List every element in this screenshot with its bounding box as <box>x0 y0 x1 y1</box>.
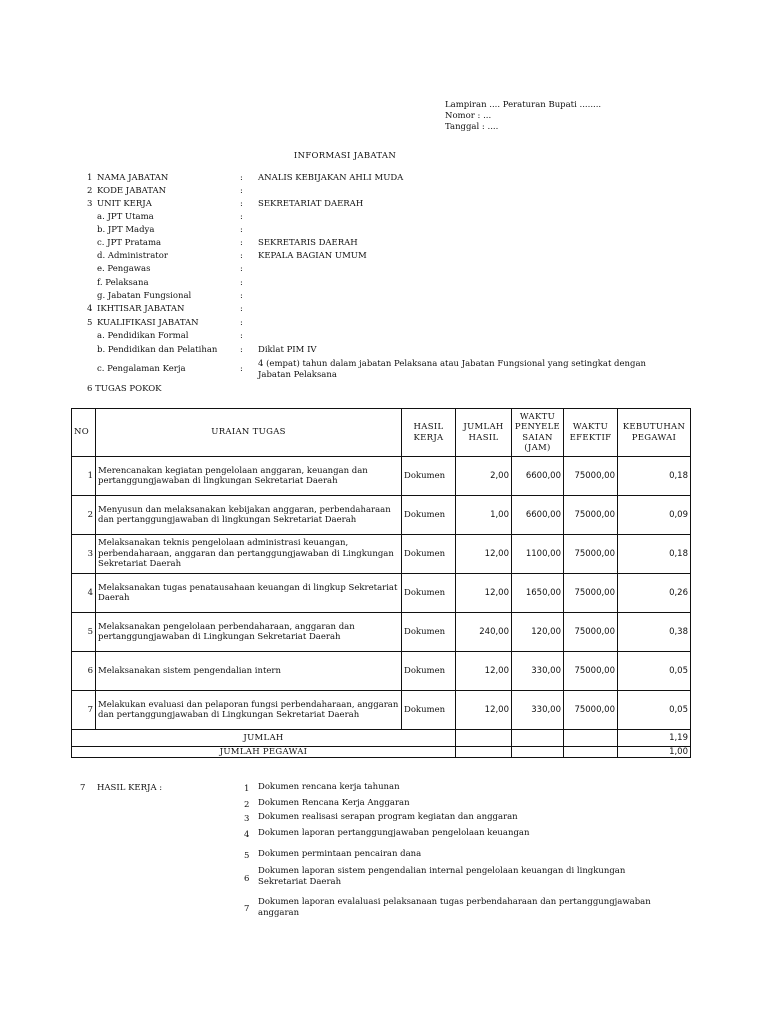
row-jumlah: 12,00 <box>456 535 512 574</box>
field-colon: : <box>240 318 243 328</box>
lampiran-line: Lampiran .... Peraturan Bupati ........ <box>445 100 602 110</box>
list-item: Dokumen Rencana Kerja Anggaran <box>258 798 410 808</box>
field-colon: : <box>240 212 243 222</box>
field-colon: : <box>240 173 243 183</box>
hasil-kerja-label: HASIL KERJA : <box>97 783 163 793</box>
header-kebutuhan-pegawai: KEBUTUHAN PEGAWAI <box>618 409 691 457</box>
field-label: c. Pengalaman Kerja <box>97 364 186 374</box>
tugas-table <box>71 408 691 758</box>
field-value: SEKRETARIS DAERAH <box>258 238 358 248</box>
list-item-no: 2 <box>244 800 250 810</box>
empty-cell <box>456 730 512 747</box>
table-row <box>72 496 691 535</box>
row-no: 3 <box>72 535 96 574</box>
row-no: 2 <box>72 496 96 535</box>
row-hasil: Dokumen <box>402 535 456 574</box>
jumlah-pegawai-label: JUMLAH PEGAWAI <box>72 747 456 758</box>
row-efektif: 75000,00 <box>564 613 618 652</box>
row-kebutuhan: 0,26 <box>618 574 691 613</box>
field-colon: : <box>240 186 243 196</box>
field-label: NAMA JABATAN <box>97 173 169 183</box>
field-colon: : <box>240 278 243 288</box>
hasil-kerja-no: 7 <box>80 783 86 793</box>
row-efektif: 75000,00 <box>564 574 618 613</box>
header-hasil-kerja: HASIL KERJA <box>402 409 456 457</box>
empty-cell <box>456 747 512 758</box>
row-uraian: Melakukan evaluasi dan pelaporan fungsi perbendaharaan, anggaran dan pertanggungjawaban di Lingkungan Sekretariat Daerah <box>96 691 402 730</box>
field-no: 2 <box>87 186 93 196</box>
row-jumlah: 12,00 <box>456 652 512 691</box>
field-value: 4 (empat) tahun dalam jabatan Pelaksana atau Jabatan Fungsional yang setingkat dengan <box>258 359 646 369</box>
row-jumlah: 12,00 <box>456 691 512 730</box>
jumlah-row <box>72 730 691 747</box>
row-hasil: Dokumen <box>402 457 456 496</box>
row-uraian: Melaksanakan tugas penatausahaan keuangan di lingkup Sekretariat Daerah <box>96 574 402 613</box>
header-uraian: URAIAN TUGAS <box>96 409 402 457</box>
field-no: 3 <box>87 199 93 209</box>
empty-cell <box>512 730 564 747</box>
row-hasil: Dokumen <box>402 652 456 691</box>
table-header-row <box>72 409 691 457</box>
list-item-no: 6 <box>244 874 250 884</box>
field-value: SEKRETARIAT DAERAH <box>258 199 364 209</box>
field-colon: : <box>240 364 243 374</box>
header-waktu-penyelesaian: WAKTU PENYELE SAIAN (JAM) <box>512 409 564 457</box>
field-no: 1 <box>87 173 93 183</box>
row-no: 4 <box>72 574 96 613</box>
row-kebutuhan: 0,38 <box>618 613 691 652</box>
row-no: 1 <box>72 457 96 496</box>
header-waktu-efektif: WAKTU EFEKTIF <box>564 409 618 457</box>
field-colon: : <box>240 199 243 209</box>
row-no: 5 <box>72 613 96 652</box>
row-hasil: Dokumen <box>402 613 456 652</box>
table-row <box>72 613 691 652</box>
row-waktu: 6600,00 <box>512 457 564 496</box>
field-label: KODE JABATAN <box>97 186 167 196</box>
row-waktu: 1100,00 <box>512 535 564 574</box>
table-row <box>72 652 691 691</box>
list-item: Dokumen rencana kerja tahunan <box>258 782 400 792</box>
row-jumlah: 2,00 <box>456 457 512 496</box>
field-label: d. Administrator <box>97 251 168 261</box>
row-kebutuhan: 0,05 <box>618 652 691 691</box>
field-colon: : <box>240 291 243 301</box>
list-item: Dokumen laporan evalaluasi pelaksanaan tugas perbendaharaan dan pertanggungjawaban anggaran <box>258 897 651 918</box>
field-no: 5 <box>87 318 93 328</box>
field-label: e. Pengawas <box>97 264 151 274</box>
empty-cell <box>564 747 618 758</box>
row-efektif: 75000,00 <box>564 496 618 535</box>
field-colon: : <box>240 251 243 261</box>
header-jumlah-hasil: JUMLAH HASIL <box>456 409 512 457</box>
row-waktu: 330,00 <box>512 691 564 730</box>
field-label: b. JPT Madya <box>97 225 155 235</box>
field-value: KEPALA BAGIAN UMUM <box>258 251 367 261</box>
list-item-no: 1 <box>244 784 250 794</box>
row-hasil: Dokumen <box>402 691 456 730</box>
field-label: b. Pendidikan dan Pelatihan <box>97 345 218 355</box>
field-value-continued: Jabatan Pelaksana <box>258 370 337 380</box>
field-label: c. JPT Pratama <box>97 238 162 248</box>
document-title: INFORMASI JABATAN <box>293 151 397 161</box>
row-hasil: Dokumen <box>402 496 456 535</box>
row-no: 7 <box>72 691 96 730</box>
field-colon: : <box>240 345 243 355</box>
jumlah-pegawai-value: 1,00 <box>618 747 691 758</box>
list-item: Dokumen realisasi serapan program kegiatan dan anggaran <box>258 812 518 822</box>
row-kebutuhan: 0,18 <box>618 457 691 496</box>
list-item: Dokumen permintaan pencairan dana <box>258 849 422 859</box>
row-waktu: 120,00 <box>512 613 564 652</box>
jumlah-pegawai-row <box>72 747 691 758</box>
jumlah-label: JUMLAH <box>72 730 456 747</box>
row-efektif: 75000,00 <box>564 457 618 496</box>
list-item-no: 5 <box>244 851 250 861</box>
tanggal-line: Tanggal : .... <box>445 122 499 132</box>
list-item: Dokumen laporan sistem pengendalian internal pengelolaan keuangan di lingkungan Sekretariat Daerah <box>258 866 626 887</box>
row-no: 6 <box>72 652 96 691</box>
list-item-no: 7 <box>244 904 250 914</box>
field-label: g. Jabatan Fungsional <box>97 291 192 301</box>
row-efektif: 75000,00 <box>564 535 618 574</box>
list-item-no: 4 <box>244 830 250 840</box>
row-uraian: Menyusun dan melaksanakan kebijakan anggaran, perbendaharaan dan pertanggungjawaban di lingkungan Sekretariat Daerah <box>96 496 402 535</box>
field-label: a. JPT Utama <box>97 212 154 222</box>
row-uraian: Melaksanakan teknis pengelolaan administrasi keuangan, perbendaharaan, anggaran dan pertanggungjawaban di Lingkungan Sekretariat Daerah <box>96 535 402 574</box>
empty-cell <box>512 747 564 758</box>
row-kebutuhan: 0,05 <box>618 691 691 730</box>
table-row <box>72 457 691 496</box>
row-waktu: 330,00 <box>512 652 564 691</box>
field-colon: : <box>240 331 243 341</box>
list-item: Dokumen laporan pertanggungjawaban pengelolaan keuangan <box>258 828 530 838</box>
row-uraian: Melaksanakan sistem pengendalian intern <box>96 652 402 691</box>
row-jumlah: 12,00 <box>456 574 512 613</box>
field-label: IKHTISAR JABATAN <box>97 304 185 314</box>
row-kebutuhan: 0,18 <box>618 535 691 574</box>
field-label: f. Pelaksana <box>97 278 149 288</box>
table-row <box>72 535 691 574</box>
row-waktu: 1650,00 <box>512 574 564 613</box>
document-header <box>445 100 601 133</box>
field-colon: : <box>240 238 243 248</box>
field-value: Diklat PIM IV <box>258 345 317 355</box>
empty-cell <box>564 730 618 747</box>
field-colon: : <box>240 264 243 274</box>
field-label: KUALIFIKASI JABATAN <box>97 318 199 328</box>
field-colon: : <box>240 304 243 314</box>
row-efektif: 75000,00 <box>564 691 618 730</box>
row-uraian: Melaksanakan pengelolaan perbendaharaan, anggaran dan pertanggungjawaban di Lingkungan Sekretariat Daerah <box>96 613 402 652</box>
table-row <box>72 574 691 613</box>
tugas-pokok-label: 6 TUGAS POKOK <box>87 384 162 394</box>
jumlah-value: 1,19 <box>618 730 691 747</box>
row-hasil: Dokumen <box>402 574 456 613</box>
row-kebutuhan: 0,09 <box>618 496 691 535</box>
row-waktu: 6600,00 <box>512 496 564 535</box>
header-no: NO <box>72 409 96 457</box>
table-row <box>72 691 691 730</box>
nomor-line: Nomor : ... <box>445 111 492 121</box>
row-efektif: 75000,00 <box>564 652 618 691</box>
list-item-no: 3 <box>244 814 250 824</box>
row-jumlah: 1,00 <box>456 496 512 535</box>
field-colon: : <box>240 225 243 235</box>
row-jumlah: 240,00 <box>456 613 512 652</box>
field-label: UNIT KERJA <box>97 199 152 209</box>
field-no: 4 <box>87 304 93 314</box>
field-value: ANALIS KEBIJAKAN AHLI MUDA <box>258 173 404 183</box>
field-label: a. Pendidikan Formal <box>97 331 189 341</box>
row-uraian: Merencanakan kegiatan pengelolaan anggaran, keuangan dan pertanggungjawaban di lingkungan Sekretariat Daerah <box>96 457 402 496</box>
